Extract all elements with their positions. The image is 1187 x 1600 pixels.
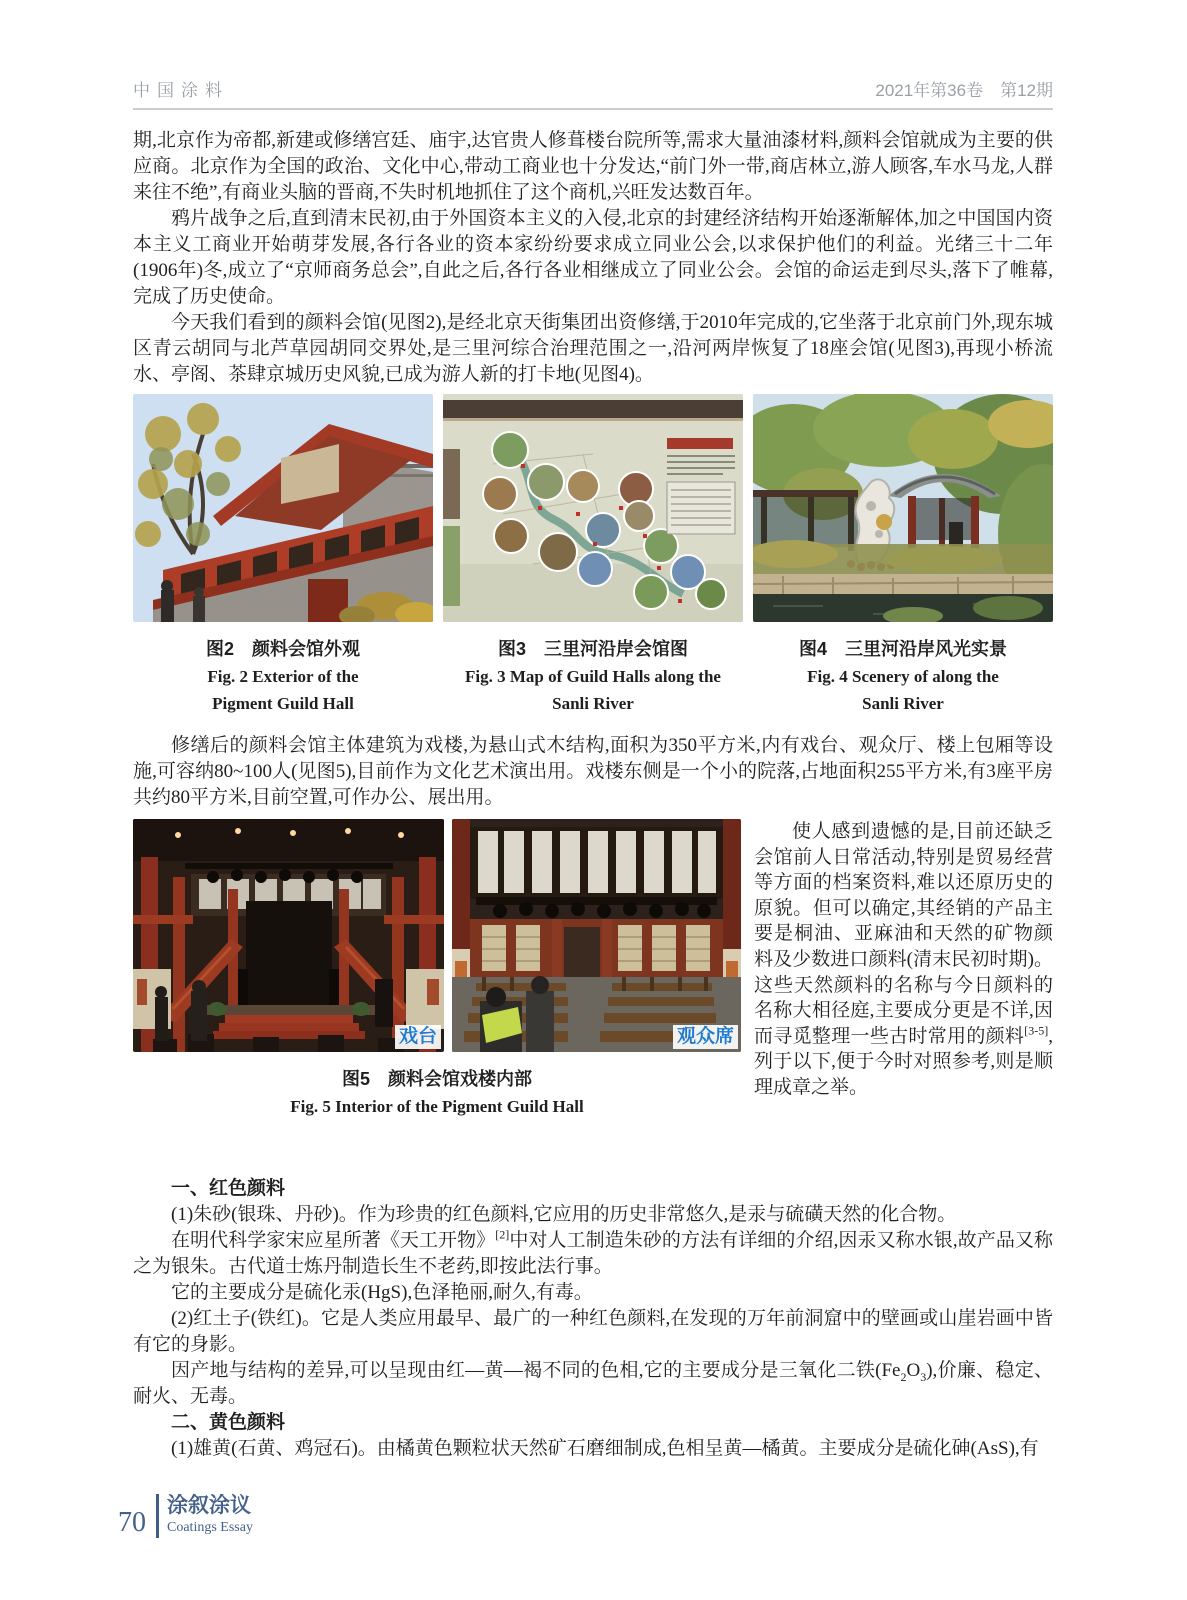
page-header [133, 76, 1053, 110]
reference-mark: [3-5] [1024, 1023, 1049, 1038]
figure-3-caption-zh: 图3 三里河沿岸会馆图 [497, 639, 688, 659]
figure-5-photo-audience-wrap [452, 819, 741, 1052]
pigment-sections [133, 1176, 1053, 1462]
article-body [133, 128, 1053, 1462]
photo-guild-hall-map [443, 394, 743, 622]
aside-text-a: 使人感到遗憾的是,目前还缺乏会馆前人日常活动,特别是贸易经营等方面的档案资料,难以还原历史的原貌。但可以确定,其经销的产品主要是桐油、亚麻油和天然的矿物颜料及少数进口颜料(清末民初时期)。这些天然颜料的名称与今日颜料的名称大相径庭,主要成分更是不详,因而寻觅整理一些古时常用的颜料 [754, 821, 1053, 1047]
reference-mark: [2] [495, 1227, 510, 1242]
text: O [906, 1360, 921, 1381]
footer-divider [156, 1494, 159, 1538]
photo-audience-seating [452, 819, 741, 1052]
issue-info: 2021年第36卷 第12期 [875, 81, 1053, 100]
figure-3 [443, 394, 743, 717]
figure-5 [133, 819, 741, 1120]
figure-5-block [133, 819, 1053, 1120]
figure-5-caption-zh: 图5 颜料会馆戏楼内部 [341, 1069, 532, 1089]
audience-label: 观众席 [673, 1025, 738, 1049]
footer-column [167, 1494, 253, 1538]
page-footer [118, 1494, 253, 1538]
paragraph: 它的主要成分是硫化汞(HgS),色泽艳丽,耐久,有毒。 [171, 1282, 593, 1303]
column-name-en: Coatings Essay [167, 1520, 253, 1535]
paragraph [133, 1358, 1053, 1410]
figure-3-caption [443, 636, 743, 717]
text: 中对人工制造朱砂的方法有详细的介绍,因汞又称水银,故产品又称之为银朱。古代道士炼丹制造长生不老药,即按此法行事。 [133, 1230, 1053, 1277]
figure-2-caption-en2: Pigment Guild Hall [212, 694, 354, 713]
text: ),价廉、稳定、耐火、无毒。 [133, 1360, 1053, 1407]
paragraph [133, 1228, 1053, 1280]
paragraph: (1)雄黄(石黄、鸡冠石)。由橘黄色颗粒状天然矿石磨细制成,色相呈黄—橘黄。主要成分是硫化砷(AsS),有 [171, 1438, 1039, 1459]
aside-text-b: ,列于以下,便于今时对照参考,则是顺理成章之举。 [754, 1025, 1053, 1098]
text: 在明代科学家宋应星所著《天工开物》 [171, 1230, 496, 1251]
figure-row-1 [133, 394, 1053, 717]
section-heading-red: 一、红色颜料 [171, 1178, 286, 1199]
figure-4 [753, 394, 1053, 717]
paragraph: 期,北京作为帝都,新建或修缮宫廷、庙宇,达官贵人修葺楼台院所等,需求大量油漆材料,颜料会馆就成为主要的供应商。北京作为全国的政治、文化中心,带动工商业也十分发达,“前门外一带,商店林立,游人顾客,车水马龙,人群来往不绝”,有商业头脑的晋商,不失时机地抓住了这个商机,兴旺发达数百年。 [133, 130, 1053, 203]
paragraph: 鸦片战争之后,直到清末民初,由于外国资本主义的入侵,北京的封建经济结构开始逐渐解体,加之中国国内资本主义工商业开始萌芽发展,各行各业的资本家纷纷要求成立同业公会,以求保护他们的利益。光绪三十二年(1906年)冬,成立了“京师商务总会”,自此之后,各行各业相继成立了同业公会。会馆的命运走到尽头,落下了帷幕,完成了历史使命。 [133, 208, 1053, 307]
figure-2 [133, 394, 433, 717]
paragraph: 修缮后的颜料会馆主体建筑为戏楼,为悬山式木结构,面积为350平方米,内有戏台、观众厅、楼上包厢等设施,可容纳80~100人(见图5),目前作为文化艺术演出用。戏楼东侧是一个小的院落,占地面积255平方米,有3座平房共约80平方米,目前空置,可作办公、展出用。 [133, 735, 1053, 808]
photo-pigment-guild-hall-exterior [133, 394, 433, 622]
figure-4-caption-en: Fig. 4 Scenery of along the [807, 667, 999, 686]
figure-2-caption-zh: 图2 颜料会馆外观 [205, 639, 360, 659]
section-heading-yellow: 二、黄色颜料 [171, 1412, 286, 1433]
journal-name: 中国涂料 [133, 81, 229, 100]
figure-5-photo-stage-wrap [133, 819, 444, 1052]
figure-5-caption [133, 1066, 741, 1120]
chemical-subscript: 2 [900, 1369, 907, 1384]
figure-4-caption-zh: 图4 三里河沿岸风光实景 [798, 639, 1007, 659]
figure-3-caption-en2: Sanli River [552, 694, 634, 713]
figure-5-caption-en: Fig. 5 Interior of the Pigment Guild Hall [290, 1097, 584, 1116]
photo-sanli-river-scenery [753, 394, 1053, 622]
photo-stage [133, 819, 444, 1052]
column-name-zh: 涂叙涂议 [167, 1494, 251, 1517]
figure-2-caption [133, 636, 433, 717]
figure-2-caption-en: Fig. 2 Exterior of the [207, 667, 359, 686]
paragraph [754, 819, 1053, 1101]
figure-3-caption-en: Fig. 3 Map of Guild Halls along the [465, 667, 721, 686]
paragraph: (1)朱砂(银珠、丹砂)。作为珍贵的红色颜料,它应用的历史非常悠久,是汞与硫磺天然的化合物。 [171, 1204, 957, 1225]
paragraph: 今天我们看到的颜料会馆(见图2),是经北京天街集团出资修缮,于2010年完成的,它坐落于北京前门外,现东城区青云胡同与北芦草园胡同交界处,是三里河综合治理范围之一,沿河两岸恢复了18座会馆(见图3),再现小桥流水、亭阁、茶肆京城历史风貌,已成为游人新的打卡地(见图4)。 [133, 312, 1053, 385]
page-number: 70 [118, 1507, 146, 1538]
chemical-subscript: 3 [920, 1369, 927, 1384]
aside-paragraph [754, 819, 1053, 1120]
figure-4-caption-en2: Sanli River [862, 694, 944, 713]
text: 因产地与结构的差异,可以呈现由红—黄—褐不同的色相,它的主要成分是三氧化二铁(Fe [171, 1360, 901, 1381]
figure-4-caption [753, 636, 1053, 717]
stage-label: 戏台 [395, 1025, 441, 1049]
paragraph: (2)红土子(铁红)。它是人类应用最早、最广的一种红色颜料,在发现的万年前洞窟中的壁画或山崖岩画中皆有它的身影。 [133, 1308, 1053, 1355]
